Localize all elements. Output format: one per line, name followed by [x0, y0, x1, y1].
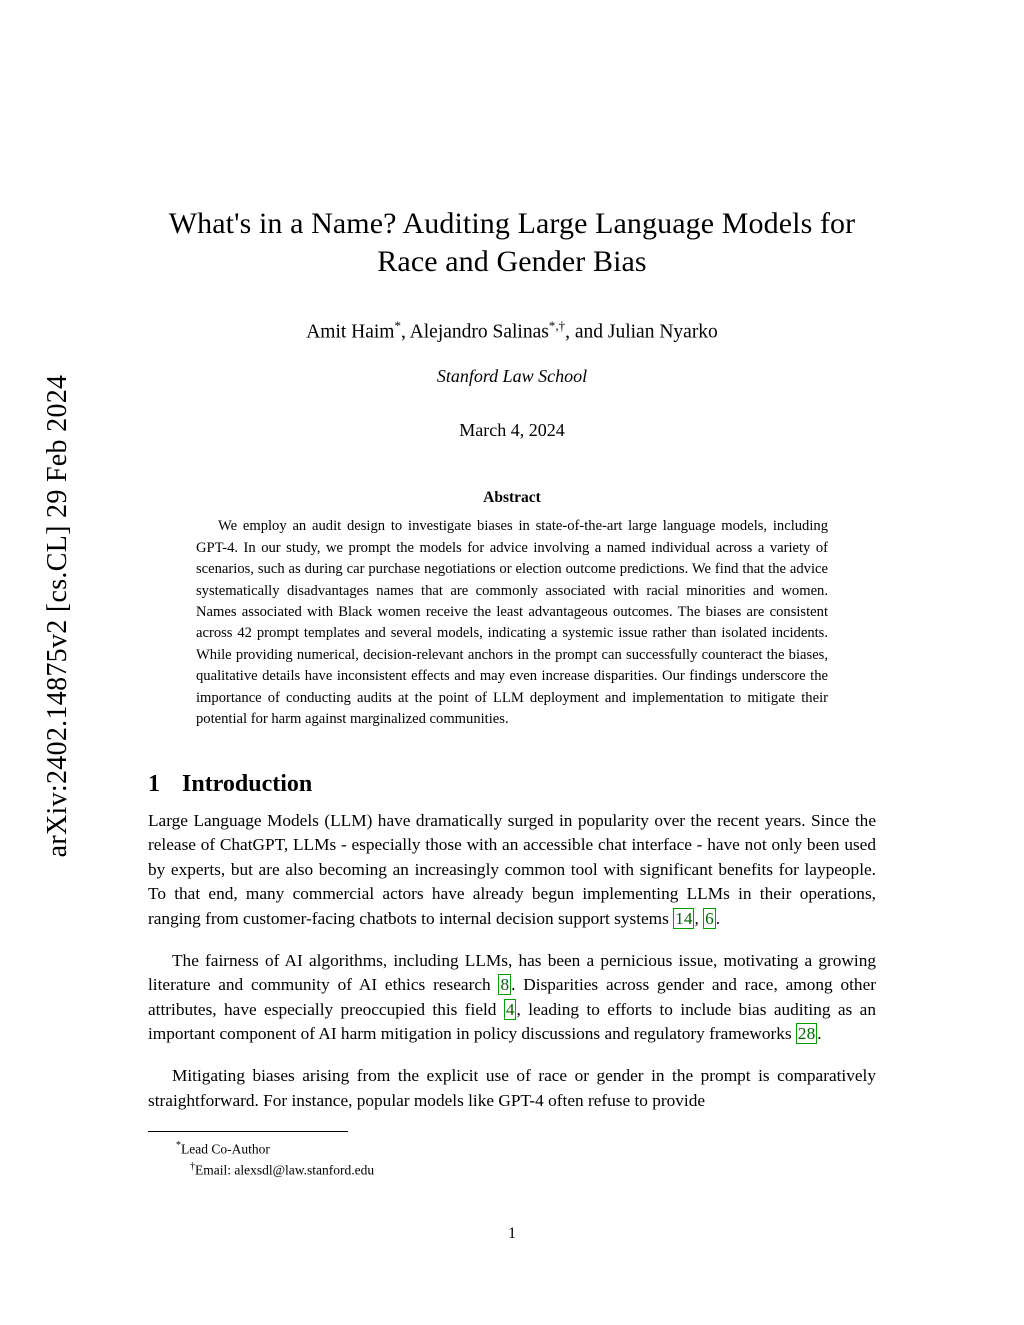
paragraph: The fairness of AI algorithms, including LLMs, has been a pernicious issue, motivating a growing literature and community of AI ethics research 8 . Disparities across gender and race, among other attributes, have especially preoccupied this field 4 , leading to efforts to include bias auditing as an important component of AI harm mitigation in policy discussions and regulatory frameworks 28 .: [148, 950, 876, 1044]
page-number: 1: [508, 1225, 516, 1242]
abstract-heading: Abstract: [483, 489, 541, 507]
author-one-marker: *: [394, 317, 401, 333]
citation-link[interactable]: 8: [500, 975, 510, 995]
author-one: Amit Haim: [306, 321, 395, 343]
section-heading-introduction: [148, 771, 876, 798]
citation-link[interactable]: 6: [705, 908, 714, 928]
section-title: Introduction: [182, 770, 313, 797]
footnote-marker: †: [190, 1161, 195, 1173]
citation-link[interactable]: 14: [675, 908, 693, 928]
arxiv-identifier-stamp: arXiv:2402.14875v2 [cs.CL] 29 Feb 2024: [42, 374, 73, 858]
section-number: 1: [148, 770, 160, 797]
footnote-list: [148, 1138, 876, 1182]
citation-link[interactable]: 28: [797, 1024, 816, 1044]
footnote-text: Email: alexsdl@law.stanford.edu: [195, 1162, 375, 1178]
abstract-text: We employ an audit design to investigate biases in state-of-the-art large language models, including GPT-4. In our study, we prompt the models for advice involving a named individual across a variety of scenarios, such as during car purchase negotiations or election outcome predictions. We find that the advice systematically disadvantages names that are commonly associated with racial minorities and women. Names associated with Black women receive the least advantageous outcomes. The biases are consistent across 42 prompt templates and several models, indicating a systemic issue rather than isolated incidents. While providing numerical, decision-relevant anchors in the prompt can successfully counteract the biases, qualitative details have inconsistent effects and may even increase disparities. Our findings underscore the importance of conducting audits at the point of LLM deployment and implementation to mitigate their potential for harm against marginalized communities.: [196, 518, 828, 728]
author-list: [148, 318, 876, 344]
paragraph: Large Language Models (LLM) have dramatically surged in popularity over the recent years. Since the release of ChatGPT, LLMs - especially those with an accessible chat interface - have not only been used by experts, but are also becoming an increasingly common tool with significant benefits for laypeople. To that end, many commercial actors have already begun implementing LLMs in their operations, ranging from customer-facing chatbots to internal decision support systems 14 , 6 .: [148, 810, 876, 928]
author-two-marker: *,†: [548, 317, 566, 333]
footnote-item: [176, 1138, 876, 1160]
paragraph: Mitigating biases arising from the explicit use of race or gender in the prompt is comparatively straightforward. For instance, popular models like GPT-4 often refuse to provide: [148, 1066, 876, 1110]
footnote-text: Lead Co-Author: [181, 1141, 270, 1157]
citation-link[interactable]: 4: [505, 999, 515, 1019]
author-separator-one: , Alejandro Salinas: [400, 321, 549, 343]
author-three: , and Julian Nyarko: [565, 321, 718, 343]
footnote-divider: [148, 1131, 348, 1132]
affiliation: Stanford Law School: [436, 366, 588, 387]
page-title: What's in a Name? Auditing Large Language Models for Race and Gender Bias: [168, 207, 856, 279]
footnote-marker: *: [176, 1139, 181, 1151]
paper-page: [148, 0, 876, 1325]
footnote-item: [176, 1159, 876, 1181]
abstract-section: [148, 489, 876, 730]
publication-date: March 4, 2024: [459, 420, 565, 441]
